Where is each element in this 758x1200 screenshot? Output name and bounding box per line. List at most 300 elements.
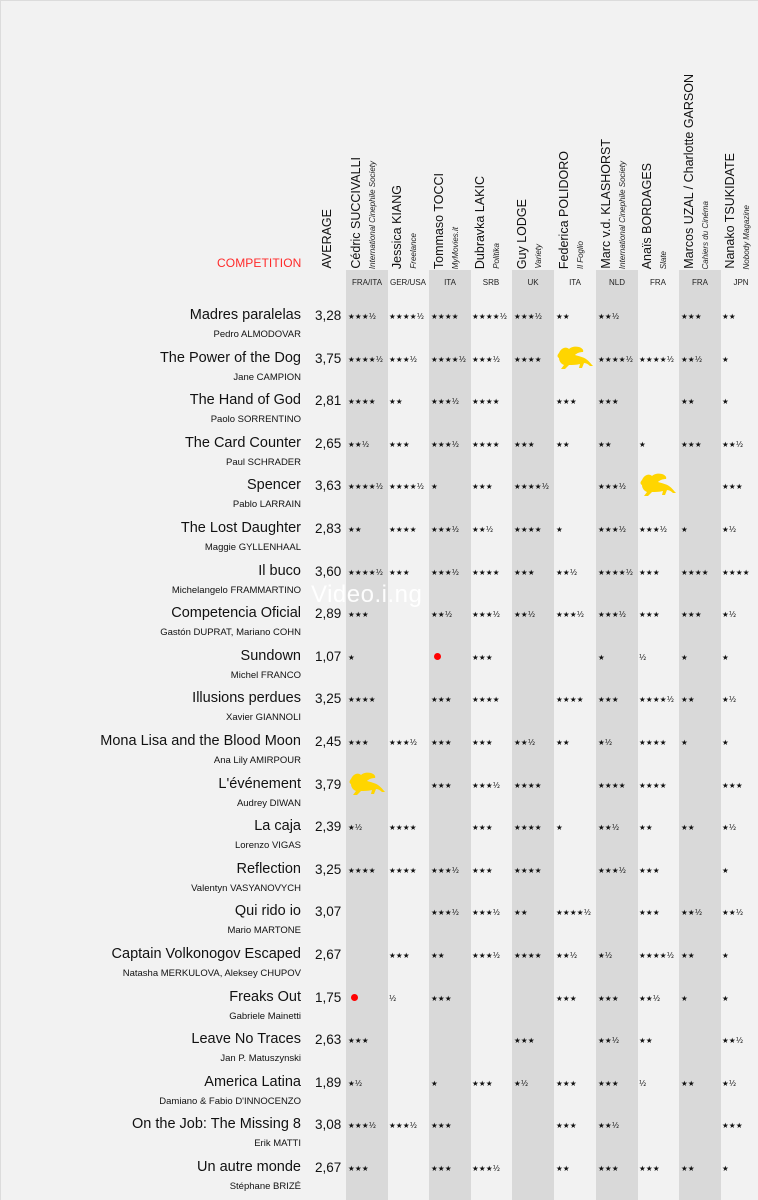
rating-cell: ★★½ [431, 610, 453, 620]
rating-cell: ★★★★ [722, 567, 750, 577]
rating-cell: ★★ [681, 695, 695, 705]
rating-cell: ★★½ [639, 993, 661, 1003]
rating-cell: ★★★ [598, 1078, 619, 1088]
film-director: Michel FRANCO [230, 669, 301, 681]
rating-cell: ★★★ [472, 865, 493, 875]
film-row [1, 946, 758, 989]
rating-cell: ★½ [598, 738, 613, 747]
critic-country: SRB [482, 278, 500, 287]
film-director: Mario MARTONE [227, 925, 301, 937]
rating-cell: ★★½ [348, 439, 370, 449]
rating-cell: ★★★½ [472, 908, 501, 918]
critic-publication: Nobody Magazine [742, 204, 751, 269]
rating-cell: ★★★★½ [389, 482, 425, 492]
film-title: Competencia Oficial [171, 605, 301, 622]
film-director: Valentyn VASYANOVYCH [191, 882, 301, 894]
rating-cell: ★★★ [514, 439, 535, 449]
rating-cell: ★★ [556, 312, 570, 321]
critic-country: UK [527, 278, 539, 287]
film-director: Jan P. Matuszynski [220, 1053, 301, 1065]
rating-cell: ★★★ [472, 652, 493, 662]
film-average: 2,81 [315, 393, 342, 409]
rating-cell: ★½ [514, 1078, 529, 1088]
rating-cell: ★★ [556, 439, 570, 449]
critic-name: Federica POLIDORO [557, 150, 571, 269]
rating-cell: ★★★★ [472, 397, 500, 407]
critic-country: GER/USA [389, 278, 426, 287]
critic-country: FRA/ITA [351, 278, 383, 287]
rating-cell: ★★ [639, 1036, 653, 1046]
rating-cell: ★★★ [598, 993, 619, 1003]
film-row [1, 1159, 758, 1200]
rating-cell: ★★ [514, 908, 528, 918]
film-title: Illusions perdues [192, 690, 301, 707]
rating-cell: ★★★★ [472, 567, 500, 577]
rating-cell: ★★ [431, 951, 445, 960]
rating-cell: ★ [722, 652, 729, 662]
rating-cell: ★½ [722, 695, 737, 705]
rating-cell: ★½ [598, 951, 613, 960]
rating-cell: ★★ [639, 823, 653, 833]
film-average: 3,25 [315, 691, 342, 707]
film-title: On the Job: The Missing 8 [132, 1116, 301, 1133]
rating-cell: ★★½ [556, 951, 578, 960]
rating-cell: ★★★★½ [514, 482, 550, 492]
rating-cell: ★★★★ [639, 738, 667, 747]
film-average: 2,83 [315, 521, 342, 536]
film-average: 2,63 [315, 1032, 342, 1048]
rating-cell: ★★★½ [598, 610, 627, 620]
rating-cell: ★★★★ [514, 951, 542, 960]
rating-cell: ★★★★ [556, 695, 584, 705]
film-row [1, 818, 758, 861]
rating-cell: ★★★½ [431, 439, 460, 449]
film-row [1, 989, 758, 1032]
film-row [1, 776, 758, 819]
rating-cell: ★★★★½ [431, 354, 467, 364]
rating-cell: ★★½ [681, 908, 703, 918]
rating-cell: ★★★½ [472, 1164, 501, 1173]
rating-cell: ★★★ [722, 1121, 743, 1131]
rating-cell: ★★½ [514, 610, 536, 620]
rating-cell: ★★★ [472, 1078, 493, 1088]
critic-name: Tommaso TOCCI [432, 172, 446, 269]
rating-cell: ★★★ [348, 1164, 369, 1173]
film-row [1, 392, 758, 435]
film-row [1, 1074, 758, 1117]
film-director: Natasha MERKULOVA, Aleksey CHUPOV [122, 968, 301, 979]
rating-cell: ★★★½ [598, 525, 627, 534]
rating-cell: ½ [639, 1078, 647, 1088]
rating-cell: ★★ [681, 823, 695, 833]
rating-cell: ★★★ [348, 738, 369, 747]
rating-cell: ★★★ [472, 738, 493, 747]
rating-cell: ★★★★½ [598, 567, 634, 577]
rating-cell: ★★★ [639, 865, 660, 875]
rating-cell: ★★★★ [514, 354, 542, 364]
rating-cell: ★★★ [556, 993, 577, 1003]
rating-cell: ★★ [681, 1164, 695, 1173]
film-average: 2,65 [315, 435, 342, 451]
red-dot-icon [351, 994, 358, 1001]
critic-header [349, 1, 391, 269]
film-average: 2,67 [315, 1160, 342, 1175]
film-title: America Latina [204, 1073, 301, 1090]
critic-name: Marc v.d. KLASHORST [599, 139, 613, 269]
rating-cell: ★★★★ [514, 780, 542, 790]
rating-cell: ★ [556, 823, 563, 833]
film-average: 3,07 [315, 904, 342, 920]
critic-name: Marcos UZAL / Charlotte GARSON [682, 74, 696, 269]
section-title: COMPETITION [217, 256, 302, 270]
film-director: Xavier GIANNOLI [226, 712, 301, 724]
film-director: Michelangelo FRAMMARTINO [171, 584, 301, 596]
golden-lion-icon [638, 471, 678, 499]
film-average: 2,45 [315, 734, 342, 749]
rating-cell: ★ [681, 738, 688, 747]
critic-name: Cédric SUCCIVALLI [349, 157, 363, 269]
film-title: The Power of the Dog [159, 349, 301, 366]
rating-cell: ★★½ [722, 908, 744, 918]
film-title: The Card Counter [184, 434, 301, 451]
critic-name: Nanako TSUKIDATE [723, 153, 737, 269]
rating-cell: ★★★★ [639, 780, 667, 790]
rating-cell: ★★★★½ [389, 312, 425, 321]
film-title: La caja [254, 818, 301, 835]
rating-cell: ★★ [389, 397, 403, 407]
critic-publication: Variety [534, 244, 543, 269]
rating-cell: ★★★★ [514, 525, 542, 534]
rating-cell: ★★★★ [472, 695, 500, 705]
critic-header [473, 1, 515, 269]
rating-cell: ★★★½ [472, 951, 501, 960]
rating-cell: ★★★½ [431, 567, 460, 577]
rating-cell: ★★★★ [472, 439, 500, 449]
rating-cell: ★★ [556, 1164, 570, 1173]
film-director: Stéphane BRIZÉ [229, 1181, 301, 1192]
film-title: Captain Volkonogov Escaped [111, 946, 301, 962]
rating-cell: ★★★½ [431, 865, 460, 875]
critic-publication: Cahiers du Cinéma [701, 200, 710, 269]
film-average: 1,75 [315, 989, 342, 1005]
film-director: Gabriele Mainetti [229, 1010, 301, 1022]
rating-cell: ★★★★ [598, 780, 626, 790]
film-title: Freaks Out [229, 988, 301, 1005]
rating-cell: ★ [598, 652, 605, 662]
film-director: Maggie GYLLENHAAL [204, 542, 301, 553]
critic-publication: MyMovies.it [451, 226, 460, 269]
rating-cell: ★ [722, 993, 729, 1003]
rating-cell: ★★ [681, 951, 695, 960]
rating-cell: ★★★ [472, 823, 493, 833]
critic-publication: Slate [659, 250, 668, 269]
rating-cell: ★★★½ [431, 397, 460, 407]
average-label: AVERAGE [320, 209, 334, 269]
rating-cell: ★★★½ [431, 525, 460, 534]
film-title: Spencer [246, 477, 301, 494]
critic-publication: International Cinephile Society [618, 160, 627, 269]
rating-cell: ★ [431, 1078, 438, 1088]
rating-cell: ★★★½ [514, 312, 543, 321]
critic-header [599, 1, 641, 269]
rating-cell: ★★★½ [472, 780, 501, 790]
film-row [1, 307, 758, 350]
rating-cell: ★ [722, 397, 729, 407]
film-average: 2,67 [315, 947, 342, 962]
rating-cell: ★★★ [431, 993, 452, 1003]
film-director: Jane CAMPION [233, 371, 301, 383]
critic-publication: Politika [492, 243, 501, 269]
rating-cell: ★★★½ [389, 354, 418, 364]
rating-cell: ★★★★ [389, 823, 417, 833]
film-title: Sundown [240, 647, 301, 664]
rating-cell: ★★★ [431, 738, 452, 747]
rating-cell: ★★ [681, 1078, 695, 1088]
rating-cell: ★★★ [639, 908, 660, 918]
rating-cell: ★★★ [681, 439, 702, 449]
film-row [1, 520, 758, 563]
film-row [1, 605, 758, 648]
rating-cell: ★★½ [598, 823, 620, 833]
critic-country: FRA [692, 278, 708, 287]
rating-cell: ★★½ [722, 1036, 744, 1046]
rating-cell: ★★★ [389, 439, 410, 449]
rating-cell: ★★★ [431, 780, 452, 790]
film-director: Lorenzo VIGAS [234, 840, 301, 852]
film-title: The Hand of God [189, 392, 301, 409]
film-average: 1,89 [315, 1074, 342, 1090]
rating-cell: ★★★ [681, 312, 702, 321]
film-row [1, 648, 758, 691]
critic-name: Anaïs BORDAGES [640, 162, 654, 269]
critic-name: Jessica KIANG [390, 184, 404, 269]
critic-header [557, 1, 599, 269]
rating-cell: ★★½ [598, 312, 620, 321]
rating-cell: ★★★½ [389, 738, 418, 747]
critic-header [432, 1, 474, 269]
rating-cell: ★★★★½ [639, 695, 675, 705]
critic-name: Dubravka LAKIC [473, 175, 487, 269]
film-director: Pedro ALMODOVAR [213, 329, 301, 340]
rating-cell: ★★★★ [514, 823, 542, 833]
rating-cell: ★★½ [722, 439, 744, 449]
rating-cell: ★★½ [556, 567, 578, 577]
rating-cell: ★★★★ [431, 312, 459, 321]
rating-cell: ★★★ [514, 567, 535, 577]
rating-cell: ★★★ [556, 397, 577, 407]
rating-cell: ★★ [681, 397, 695, 407]
rating-cell: ★★★½ [598, 482, 627, 492]
rating-cell: ★★ [722, 312, 736, 321]
film-average: 3,28 [315, 308, 342, 323]
rating-cell: ★★★ [556, 1078, 577, 1088]
rating-cell: ★½ [348, 823, 363, 833]
rating-cell: ★★★★½ [348, 567, 384, 577]
golden-lion-icon [347, 770, 387, 798]
rating-cell: ★★★ [722, 780, 743, 790]
rating-cell: ★★★ [472, 482, 493, 492]
film-director: Paul SCHRADER [226, 456, 301, 468]
film-title: Madres paralelas [189, 307, 301, 323]
film-title: Il buco [258, 562, 301, 579]
rating-cell: ★★★ [348, 1036, 369, 1046]
film-average: 3,08 [315, 1117, 342, 1133]
film-title: Qui rido io [234, 903, 301, 920]
rating-cell: ★ [556, 525, 563, 534]
rating-cell: ★★★ [514, 1036, 535, 1046]
critic-header [515, 1, 557, 269]
rating-cell: ★★½ [472, 525, 494, 534]
film-director: Gastón DUPRAT, Mariano COHN [160, 627, 301, 639]
rating-cell: ★ [639, 439, 646, 449]
film-average: 3,75 [315, 350, 342, 366]
rating-cell: ★★½ [681, 354, 703, 364]
rating-cell: ★★ [348, 525, 362, 534]
critic-country: FRA [650, 278, 666, 287]
critic-header [390, 1, 432, 269]
critic-country: NLD [608, 278, 625, 287]
rating-cell: ★★★ [722, 482, 743, 492]
watermark: Video.i.ng [311, 581, 423, 608]
rating-cell: ★★★★ [348, 695, 376, 705]
rating-cell: ★★★★ [681, 567, 709, 577]
film-row [1, 563, 758, 606]
rating-cell: ★½ [722, 525, 737, 534]
film-row [1, 1116, 758, 1159]
rating-cell: ★ [681, 993, 688, 1003]
rating-cell: ★½ [722, 610, 737, 620]
rating-cell: ★★★ [556, 1121, 577, 1131]
rating-cell: ★★★½ [348, 1121, 377, 1131]
film-average: 2,39 [315, 819, 342, 835]
rating-cell: ★ [722, 951, 729, 960]
rating-cell: ★★★½ [472, 354, 501, 364]
film-director: Ana Lily AMIRPOUR [213, 755, 301, 766]
critic-header [723, 1, 758, 269]
rating-cell: ★ [431, 482, 438, 492]
film-average: 3,25 [315, 861, 342, 877]
film-row [1, 903, 758, 946]
rating-cell: ★★★½ [598, 865, 627, 875]
rating-cell: ★★★ [431, 695, 452, 705]
rating-cell: ★★★★½ [598, 354, 634, 364]
rating-cell: ★★★★½ [472, 312, 508, 321]
rating-cell: ★½ [348, 1078, 363, 1088]
rating-cell: ★★½ [598, 1036, 620, 1046]
film-row [1, 1031, 758, 1074]
film-average: 3,60 [315, 563, 342, 579]
rating-cell: ½ [389, 993, 397, 1003]
critic-publication: Freelance [409, 233, 418, 269]
rating-cell: ★★★★½ [639, 354, 675, 364]
film-row [1, 690, 758, 733]
rating-cell: ★★½ [598, 1121, 620, 1131]
rating-cell: ★★★½ [556, 610, 585, 620]
rating-cell: ★ [722, 738, 729, 747]
film-title: Leave No Traces [191, 1031, 301, 1048]
film-director: Pablo LARRAIN [232, 499, 301, 511]
film-director: Erik MATTI [254, 1138, 301, 1150]
rating-cell: ★★★½ [348, 312, 377, 321]
critic-publication: International Cinephile Society [368, 160, 377, 269]
rating-cell: ★★ [556, 738, 570, 747]
rating-cell: ★★★ [598, 1164, 619, 1173]
rating-cell: ★ [722, 865, 729, 875]
rating-cell: ★ [681, 652, 688, 662]
rating-cell: ★★★★½ [348, 482, 384, 492]
rating-cell: ★★★★ [348, 865, 376, 875]
rating-cell: ★★★ [639, 567, 660, 577]
rating-cell: ★★★ [389, 951, 410, 960]
rating-cell: ★ [681, 525, 688, 534]
rating-cell: ★★★ [348, 610, 369, 620]
rating-cell: ★★★ [681, 610, 702, 620]
film-title: The Lost Daughter [180, 520, 301, 536]
rating-cell: ★★★½ [639, 525, 668, 534]
critic-country: JPN [733, 278, 749, 287]
critic-header [682, 1, 724, 269]
critic-country: ITA [569, 278, 581, 287]
rating-cell: ★★½ [514, 738, 536, 747]
rating-cell: ★★★ [431, 1121, 452, 1131]
rating-cell: ★ [722, 1164, 729, 1173]
rating-cell: ★★★ [598, 695, 619, 705]
film-average: 2,89 [315, 606, 342, 622]
critic-name: Guy LODGE [515, 198, 529, 269]
film-average: 3,79 [315, 776, 342, 792]
rating-cell: ★★★ [389, 567, 410, 577]
film-title: Mona Lisa and the Blood Moon [100, 733, 301, 749]
rating-cell: ★★★ [431, 1164, 452, 1173]
film-director: Damiano & Fabio D'INNOCENZO [159, 1095, 301, 1107]
film-average: 1,07 [315, 648, 342, 664]
rating-cell: ★½ [722, 823, 737, 833]
film-director: Paolo SORRENTINO [210, 414, 301, 426]
rating-cell: ★ [348, 652, 355, 662]
golden-lion-icon [555, 344, 595, 372]
red-dot-icon [434, 653, 441, 660]
film-director: Audrey DIWAN [236, 797, 301, 809]
rating-cell: ★★★½ [431, 908, 460, 918]
rating-cell: ½ [639, 652, 647, 662]
rating-cell: ★★★ [639, 610, 660, 620]
critic-country: ITA [444, 278, 456, 287]
film-row [1, 477, 758, 520]
critic-publication: Il Foglio [576, 240, 585, 269]
film-title: L'événement [218, 775, 301, 792]
rating-cell: ★★ [598, 439, 612, 449]
rating-cell: ★★★★ [348, 397, 376, 407]
rating-cell: ★★★ [598, 397, 619, 407]
film-title: Reflection [236, 860, 301, 877]
rating-cell: ★★★★ [514, 865, 542, 875]
film-row [1, 861, 758, 904]
rating-cell: ★★★★½ [639, 951, 675, 960]
film-title: Un autre monde [197, 1159, 301, 1175]
rating-cell: ★★★½ [472, 610, 501, 620]
film-average: 3,63 [315, 478, 342, 494]
rating-cell: ★★★½ [389, 1121, 418, 1131]
film-row [1, 350, 758, 393]
rating-cell: ★★★★ [389, 865, 417, 875]
rating-cell: ★ [722, 354, 729, 364]
rating-cell: ★★★★ [389, 525, 417, 534]
rating-cell: ★★★★½ [348, 354, 384, 364]
rating-cell: ★★★★½ [556, 908, 592, 918]
critic-header [640, 1, 682, 269]
rating-cell: ★½ [722, 1078, 737, 1088]
rating-cell: ★★★ [639, 1164, 660, 1173]
